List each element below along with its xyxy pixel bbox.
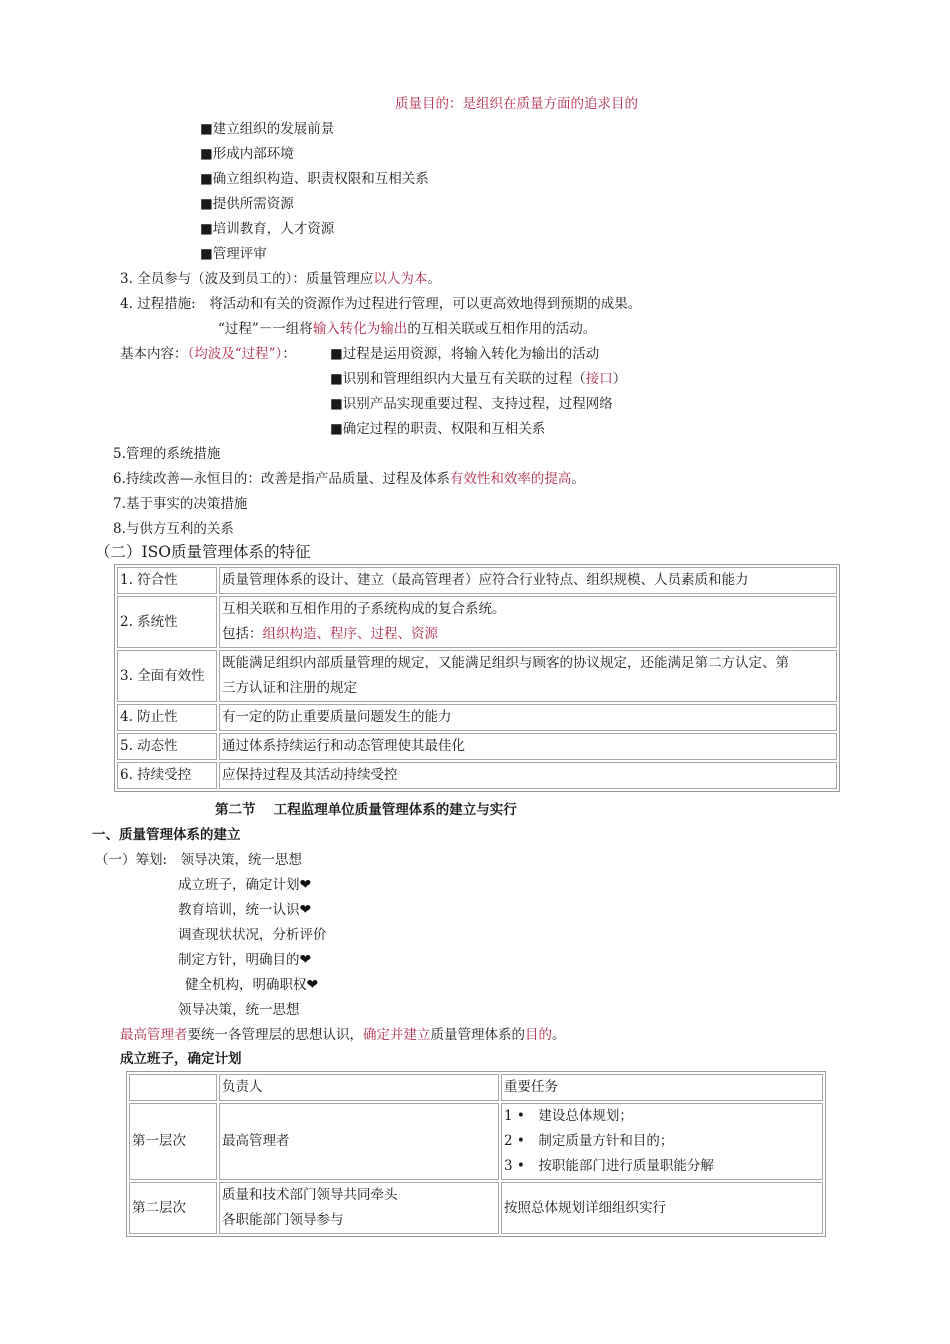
basic-bullet: ■识别产品实现重要过程、支持过程，过程网络 bbox=[330, 396, 613, 412]
feature-desc: 通过体系持续运行和动态管理使其最佳化 bbox=[219, 733, 837, 760]
bullet-item: ■管理评审 bbox=[200, 246, 267, 262]
task-item: 2 • 制定质量方针和目的； bbox=[504, 1133, 674, 1149]
task-item: 1 • 建设总体规划； bbox=[504, 1108, 633, 1124]
feature-desc-line bbox=[222, 622, 836, 647]
owner-cell bbox=[219, 1182, 499, 1234]
basic-content-label bbox=[120, 345, 296, 363]
feature-name: 6. 持续受控 bbox=[117, 762, 217, 789]
table-header-cell bbox=[129, 1074, 217, 1101]
table-row bbox=[117, 733, 837, 760]
feature-desc bbox=[219, 650, 837, 702]
feature-name: 2. 系统性 bbox=[117, 596, 217, 648]
feature-desc: 应保持过程及其活动持续受控 bbox=[219, 762, 837, 789]
process-end: 的互相关联或互相作用的活动。 bbox=[407, 321, 597, 337]
item-6 bbox=[113, 470, 585, 488]
plan-step-text: 成立班子，确定计划 bbox=[178, 877, 300, 893]
bullet-item: ■提供所需资源 bbox=[200, 196, 294, 212]
feature-name: 4. 防止性 bbox=[117, 704, 217, 731]
heart-icon: ❤ bbox=[299, 902, 312, 918]
summary-highlight: 目的 bbox=[525, 1027, 552, 1043]
table-header-cell: 负责人 bbox=[219, 1074, 499, 1101]
basic-bullet: ■确定过程的职责、权限和互相关系 bbox=[330, 421, 546, 437]
plan-step bbox=[178, 876, 311, 894]
level-cell: 第二层次 bbox=[129, 1182, 217, 1234]
item-6-end: 。 bbox=[571, 471, 585, 487]
level-cell: 第一层次 bbox=[129, 1103, 217, 1180]
feature-name: 5. 动态性 bbox=[117, 733, 217, 760]
item-3-highlight: 以人为本 bbox=[373, 271, 428, 287]
item-6-text: 6.持续改善—永恒目的：改善是指产品质量、过程及体系 bbox=[113, 471, 450, 487]
task-item: 3 • 按职能部门进行质量职能分解 bbox=[504, 1158, 714, 1174]
plan-step-text: 制定方针，明确目的 bbox=[178, 952, 300, 968]
process-definition bbox=[218, 320, 596, 338]
table-row bbox=[117, 762, 837, 789]
interface-close: ） bbox=[612, 371, 627, 387]
plan-step bbox=[185, 976, 318, 994]
summary-text: 质量管理体系的 bbox=[430, 1027, 525, 1043]
plan-step: 调查现状状况，分析评价 bbox=[178, 927, 327, 943]
item-3 bbox=[120, 270, 441, 288]
basic-label-highlight: （均波及“过程”） bbox=[187, 346, 283, 362]
tasks-cell bbox=[501, 1103, 823, 1180]
item-8: 8.与供方互利的关系 bbox=[113, 521, 234, 537]
plan-step bbox=[178, 951, 311, 969]
summary-end: 。 bbox=[552, 1027, 566, 1043]
heart-icon: ❤ bbox=[299, 952, 312, 968]
table-row bbox=[129, 1103, 823, 1180]
bullet-item: ■建立组织的发展前景 bbox=[200, 121, 335, 137]
item-7: 7.基于事实的决策措施 bbox=[113, 496, 248, 512]
feature-name: 3. 全面有效性 bbox=[117, 650, 217, 702]
item-6-highlight: 有效性和效率的提高 bbox=[449, 471, 572, 487]
table-row bbox=[117, 567, 837, 594]
feature-desc bbox=[219, 596, 837, 648]
feature-desc-line: 既能满足组织内部质量管理的规定，又能满足组织与顾客的协议规定，还能满足第二方认定、第 bbox=[222, 655, 789, 671]
plan-step bbox=[178, 901, 311, 919]
feature-desc-line: 互相关联和互相作用的子系统构成的复合系统。 bbox=[222, 601, 506, 617]
plan-step: 领导决策，统一思想 bbox=[178, 1002, 300, 1018]
heart-icon: ❤ bbox=[299, 877, 312, 893]
plan-label: （一）筹划: 领导决策，统一思想 bbox=[95, 852, 303, 868]
desc-prefix: 包括： bbox=[222, 626, 263, 642]
iso-features-table bbox=[114, 564, 840, 792]
table-header-row bbox=[129, 1074, 823, 1101]
basic-label-text: 基本内容： bbox=[120, 346, 188, 362]
basic-bullet-text: ■识别和管理组织内大量互有关联的过程（ bbox=[330, 371, 586, 387]
basic-bullet: ■过程是运用资源，将输入转化为输出的活动 bbox=[330, 346, 600, 362]
item-3-text: 3. 全员参与（波及到员工的）：质量管理应 bbox=[120, 271, 374, 287]
plan-step-text: 教育培训，统一认识 bbox=[178, 902, 300, 918]
tasks-cell: 按照总体规划详细组织实行 bbox=[501, 1182, 823, 1234]
owner-cell: 最高管理者 bbox=[219, 1103, 499, 1180]
table-row bbox=[129, 1182, 823, 1234]
basic-bullet bbox=[330, 370, 626, 388]
item-3-end: 。 bbox=[427, 271, 441, 287]
bullet-item: ■培训教育，人才资源 bbox=[200, 221, 335, 237]
feature-desc: 有一定的防止重要质量问题发生的能力 bbox=[219, 704, 837, 731]
item-5: 5.管理的系统措施 bbox=[113, 446, 221, 462]
feature-desc: 质量管理体系的设计、建立（最高管理者）应符合行业特点、组织规模、人员素质和能力 bbox=[219, 567, 837, 594]
feature-name: 1. 符合性 bbox=[117, 567, 217, 594]
desc-highlight: 组织构造、程序、过程、资源 bbox=[262, 626, 438, 642]
team-table-title: 成立班子，确定计划 bbox=[120, 1051, 242, 1067]
section-title: 第二节 工程监理单位质量管理体系的建立与实行 bbox=[215, 802, 517, 818]
process-highlight: 输入转化为输出 bbox=[312, 321, 408, 337]
summary-highlight: 确定并建立 bbox=[363, 1027, 431, 1043]
summary-highlight: 最高管理者 bbox=[120, 1027, 188, 1043]
quality-goal-title: 质量目的：是组织在质量方面的追求目的 bbox=[395, 96, 638, 112]
summary-text: 要统一各管理层的思想认识， bbox=[187, 1027, 363, 1043]
item-4: 4. 过程措施: 将活动和有关的资源作为过程进行管理，可以更高效地得到预期的成果。 bbox=[120, 296, 642, 312]
bullet-item: ■形成内部环境 bbox=[200, 146, 294, 162]
feature-desc-line: 三方认证和注册的规定 bbox=[222, 680, 357, 696]
heart-icon: ❤ bbox=[306, 977, 319, 993]
table-row bbox=[117, 650, 837, 702]
table-row bbox=[117, 704, 837, 731]
plan-step-text: 健全机构，明确职权 bbox=[185, 977, 307, 993]
iso-section-title: （二）ISO质量管理体系的特征 bbox=[95, 543, 311, 561]
plan-summary bbox=[120, 1026, 566, 1044]
bullet-item: ■确立组织构造、职责权限和互相关系 bbox=[200, 171, 429, 187]
basic-label-colon: ： bbox=[282, 346, 296, 362]
owner-line: 质量和技术部门领导共同牵头 bbox=[222, 1187, 398, 1203]
table-row bbox=[117, 596, 837, 648]
section-heading: 一、质量管理体系的建立 bbox=[92, 827, 241, 843]
owner-line: 各职能部门领导参与 bbox=[222, 1212, 344, 1228]
table-header-cell: 重要任务 bbox=[501, 1074, 823, 1101]
process-text: “过程”－一组将 bbox=[218, 321, 313, 337]
interface-highlight: 接口 bbox=[585, 371, 613, 387]
team-table bbox=[126, 1071, 826, 1237]
